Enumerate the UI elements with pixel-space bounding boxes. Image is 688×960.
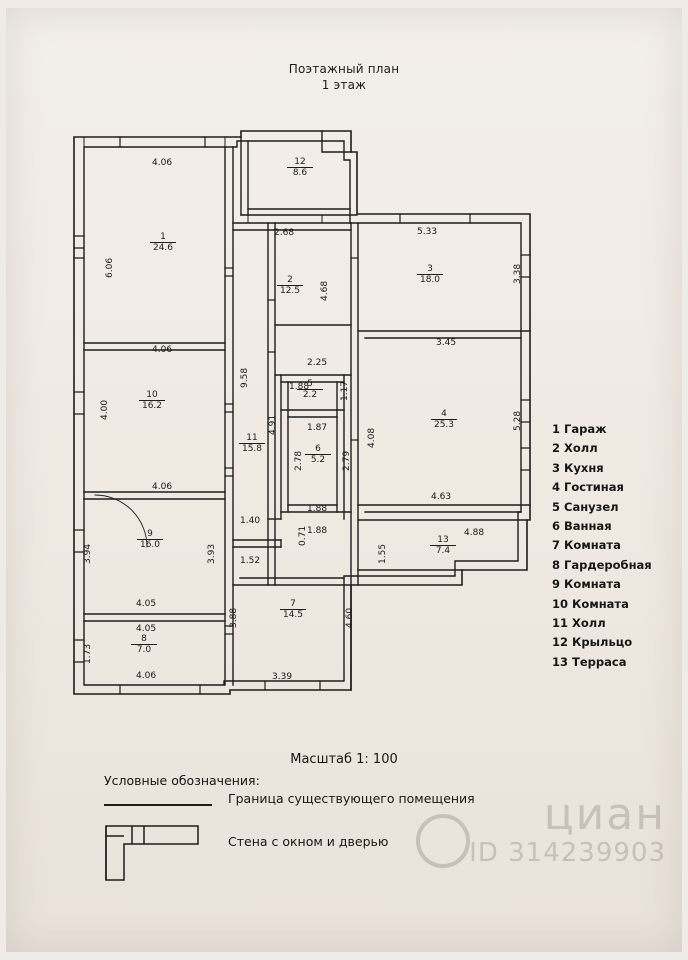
legend-item-6 bbox=[552, 517, 652, 536]
dimension-h: 4.05 bbox=[136, 624, 157, 634]
dimension-v: 1.73 bbox=[83, 643, 93, 664]
watermark-brand: циан bbox=[543, 789, 666, 840]
room-number: 10 bbox=[146, 390, 158, 400]
room-label-12 bbox=[280, 157, 320, 178]
room-area: 24.6 bbox=[152, 243, 174, 253]
legend-item-2 bbox=[552, 439, 652, 458]
legend-item-label: Кухня bbox=[560, 460, 604, 475]
room-number: 9 bbox=[147, 529, 153, 539]
legend-item-9 bbox=[552, 575, 652, 594]
conventions-title: Условные обозначения: bbox=[104, 773, 260, 788]
dimension-h: 1.88 bbox=[307, 526, 328, 536]
legend-item-label: Комната bbox=[560, 577, 621, 592]
dimension-h: 3.39 bbox=[272, 672, 293, 682]
legend-item-number: 1 bbox=[552, 422, 561, 436]
legend-item-label: Ванная bbox=[560, 519, 612, 534]
room-number: 13 bbox=[437, 535, 449, 545]
legend-item-3 bbox=[552, 459, 652, 478]
dimension-h: 3.45 bbox=[436, 338, 457, 348]
dimension-h: 5.33 bbox=[417, 227, 438, 237]
legend-item-number: 13 bbox=[552, 654, 569, 669]
room-area: 25.3 bbox=[433, 420, 455, 430]
dimension-v: 5.28 bbox=[513, 410, 523, 431]
watermark-id: ID 314239903 bbox=[469, 838, 666, 868]
dimension-h: 2.25 bbox=[307, 358, 328, 368]
room-number: 8 bbox=[141, 634, 147, 644]
legend-item-13 bbox=[552, 653, 652, 672]
room-area: 16.0 bbox=[139, 540, 161, 550]
convention-text-boundary: Граница существующего помещения bbox=[228, 791, 475, 806]
dimension-h: 4.88 bbox=[464, 528, 485, 538]
room-number: 7 bbox=[290, 599, 296, 609]
convention-text-wall: Стена с окном и дверью bbox=[228, 834, 389, 849]
scale-label: Масштаб 1: 100 bbox=[290, 752, 398, 767]
legend-item-number: 9 bbox=[552, 577, 561, 592]
room-label-2 bbox=[270, 275, 310, 296]
legend-item-number: 7 bbox=[552, 538, 561, 553]
legend-item-label: Холл bbox=[560, 441, 598, 456]
dimension-v: 1.55 bbox=[378, 543, 388, 564]
dimension-h: 4.06 bbox=[152, 482, 173, 492]
room-label-9 bbox=[130, 529, 170, 550]
room-number: 5 bbox=[307, 379, 313, 389]
room-number: 6 bbox=[315, 444, 321, 454]
room-area: 16.2 bbox=[141, 401, 163, 411]
room-label-13 bbox=[423, 535, 463, 556]
room-label-11 bbox=[232, 433, 272, 454]
room-number: 1 bbox=[160, 232, 166, 242]
room-label-10 bbox=[132, 390, 172, 411]
legend-item-10 bbox=[552, 595, 652, 614]
legend-item-label: Гардеробная bbox=[560, 557, 652, 572]
legend-item-number: 5 bbox=[552, 499, 561, 514]
room-area: 18.0 bbox=[419, 275, 441, 285]
dimension-v: 3.94 bbox=[83, 543, 93, 564]
legend-item-label: Гостиная bbox=[560, 480, 624, 495]
legend-item-4 bbox=[552, 478, 652, 497]
room-label-3 bbox=[410, 264, 450, 285]
dimension-v: 6.06 bbox=[105, 257, 115, 278]
legend-item-number: 2 bbox=[552, 441, 561, 456]
dimension-v: 4.60 bbox=[345, 607, 355, 628]
dimension-v: 3.38 bbox=[513, 263, 523, 284]
room-number: 11 bbox=[246, 433, 258, 443]
legend-item-1 bbox=[552, 420, 652, 439]
legend-item-label: Комната bbox=[560, 538, 621, 553]
room-number: 12 bbox=[294, 157, 306, 167]
convention-line-sample bbox=[104, 804, 212, 806]
dimension-v: 3.88 bbox=[229, 607, 239, 628]
room-area: 15.8 bbox=[241, 444, 263, 454]
legend-item-number: 3 bbox=[552, 460, 561, 475]
dimension-v: 3.93 bbox=[207, 543, 217, 564]
legend-item-label: Холл bbox=[568, 616, 606, 631]
plan-title-line2: 1 этаж bbox=[321, 78, 367, 92]
convention-wall-symbol bbox=[98, 818, 218, 888]
legend-item-label: Терраса bbox=[568, 654, 627, 669]
dimension-h: 1.87 bbox=[307, 423, 328, 433]
legend-item-label: Комната bbox=[568, 596, 629, 611]
legend-item-8 bbox=[552, 556, 652, 575]
watermark-circle-icon bbox=[416, 814, 470, 868]
legend-item-label: Крыльцо bbox=[568, 635, 633, 650]
legend-item-number: 8 bbox=[552, 557, 561, 572]
dimension-h: 4.06 bbox=[152, 158, 173, 168]
legend-item-number: 12 bbox=[552, 635, 569, 650]
dimension-v: 4.08 bbox=[367, 427, 377, 448]
dimension-v: 4.00 bbox=[100, 399, 110, 420]
dimension-v: 2.79 bbox=[342, 450, 352, 471]
room-area: 7.0 bbox=[136, 645, 152, 655]
legend-item-number: 4 bbox=[552, 480, 561, 495]
room-number: 2 bbox=[287, 275, 293, 285]
dimension-h: 4.06 bbox=[152, 345, 173, 355]
room-label-4 bbox=[424, 409, 464, 430]
room-area: 12.5 bbox=[279, 286, 301, 296]
room-area: 2.2 bbox=[302, 390, 318, 400]
room-number: 3 bbox=[427, 264, 433, 274]
dimension-v: 1.17 bbox=[340, 380, 350, 401]
room-label-6 bbox=[298, 444, 338, 465]
room-area: 8.6 bbox=[292, 168, 308, 178]
room-number: 4 bbox=[441, 409, 447, 419]
dimension-v: 4.68 bbox=[320, 280, 330, 301]
legend-item-7 bbox=[552, 536, 652, 555]
room-label-7 bbox=[273, 599, 313, 620]
legend-list bbox=[552, 420, 652, 672]
legend-item-label: Санузел bbox=[560, 499, 619, 514]
room-area: 14.5 bbox=[282, 610, 304, 620]
dimension-h: 1.52 bbox=[240, 556, 261, 566]
room-area: 5.2 bbox=[310, 455, 326, 465]
legend-item-11 bbox=[552, 614, 652, 633]
dimension-v: 0.71 bbox=[298, 525, 308, 546]
plan-title-line1: Поэтажный план bbox=[288, 62, 400, 76]
legend-item-number: 11 bbox=[552, 616, 569, 631]
dimension-v: 2.78 bbox=[294, 450, 304, 471]
dimension-h: 4.63 bbox=[431, 492, 452, 502]
dimension-h: 4.05 bbox=[136, 599, 157, 609]
room-label-8 bbox=[124, 634, 164, 655]
dimension-h: 1.88 bbox=[289, 382, 310, 392]
legend-item-12 bbox=[552, 633, 652, 652]
room-label-1 bbox=[143, 232, 183, 253]
legend-item-number: 6 bbox=[552, 519, 561, 534]
dimension-h: 2.68 bbox=[274, 228, 295, 238]
dimension-h: 1.88 bbox=[307, 504, 328, 514]
dimension-v: 4.91 bbox=[268, 414, 278, 435]
legend-item-number: 10 bbox=[552, 596, 569, 611]
dimension-v: 9.58 bbox=[240, 367, 250, 388]
dimension-h: 1.40 bbox=[240, 516, 261, 526]
room-area: 7.4 bbox=[435, 546, 451, 556]
legend-item-5 bbox=[552, 498, 652, 517]
dimension-h: 4.06 bbox=[136, 671, 157, 681]
legend-item-label: Гараж bbox=[560, 422, 607, 436]
